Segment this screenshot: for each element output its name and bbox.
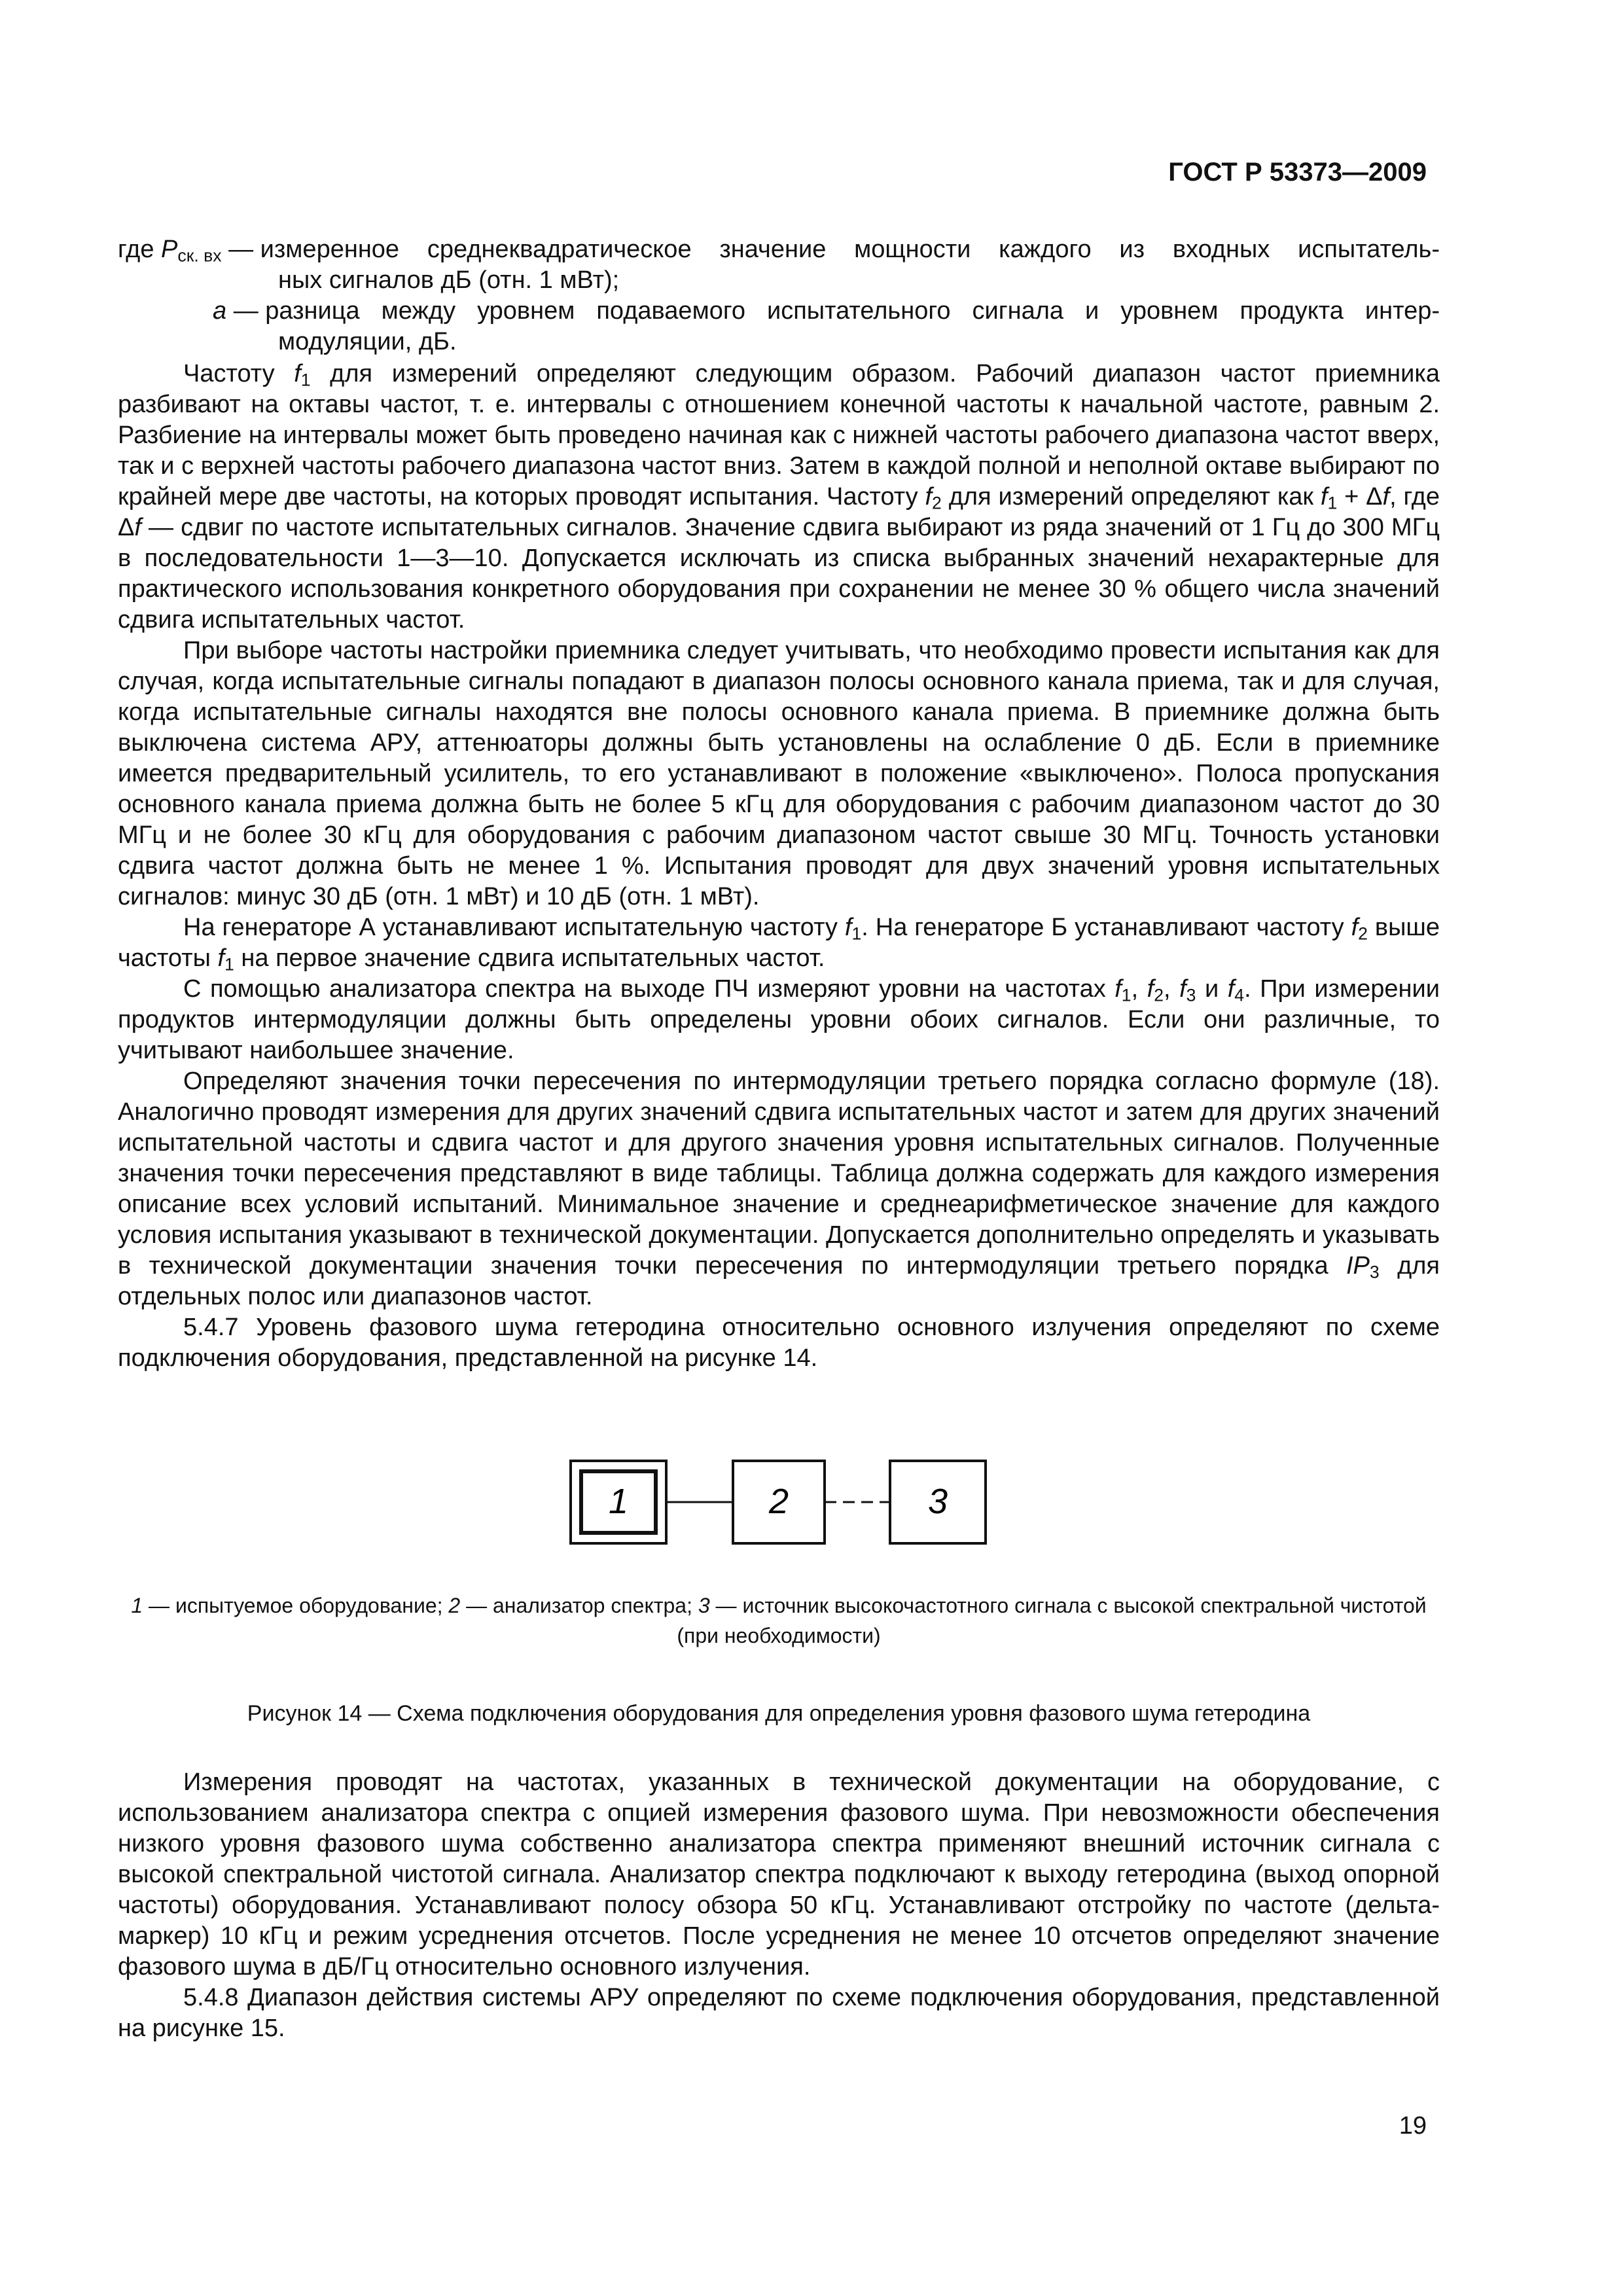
document-code: ГОСТ Р 53373—2009: [1168, 158, 1427, 187]
math-symbol: [1321, 483, 1337, 511]
math-subscript: 1: [1121, 985, 1132, 1005]
math-symbol-base: f: [1320, 483, 1328, 511]
math-subscript: 2: [1154, 985, 1164, 1005]
term-dash: —: [226, 297, 266, 325]
text-run: — испытуемое оборудование;: [143, 1594, 449, 1617]
math-symbol-base: f: [925, 483, 933, 511]
term-dash: —: [221, 236, 260, 263]
math-symbol-base: IP: [1346, 1252, 1370, 1280]
text-run: Измерения проводят на частотах, указанных в технической документации на оборудование, с использованием анализатора спектра с опцией измерения фазового шума. При невозможности обеспечения низкого уровня фазового шума собственно анализатора спектра применяют внешний источник сигнала с высокой спектральной чистотой сигнала. Анализатор спектра подключают к выходу гетеродина (выход опорной частоты) оборудования. Устанавливают полосу обзора 50 кГц. Устанавливают отстройку по частоте (дельта-маркер) 10 кГц и режим усреднения отсчетов. После усреднения не менее 10 отсчетов определяют значение фазового шума в дБ/Гц относительно основного излучения.: [118, 1768, 1440, 1981]
math-symbol: [294, 360, 311, 390]
math-subscript: 3: [1369, 1262, 1380, 1282]
definition-text: измеренное среднеквадратическое значение мощности каждого из входных испытатель-: [260, 236, 1440, 263]
definition-continuation: ных сигналов дБ (отн. 1 мВт);: [278, 266, 620, 294]
paragraph: [118, 1982, 1440, 2044]
definition-term: [213, 296, 265, 327]
math-symbol: [1351, 914, 1368, 944]
definition-item: [118, 296, 1440, 327]
text-run: + Δ: [1337, 483, 1383, 511]
math-symbol: [1383, 483, 1390, 511]
paragraph: [118, 359, 1440, 636]
math-symbol-base: f: [844, 914, 852, 941]
text-run: для отдельных полос или диапазонов частот.: [118, 1252, 1440, 1310]
box-hf-signal-source: [890, 1461, 986, 1543]
paragraph: [118, 1767, 1440, 1982]
math-symbol-base: f: [217, 944, 225, 972]
text-run: ,: [1164, 975, 1180, 1003]
math-subscript: 1: [851, 924, 862, 944]
text-run: При выборе частоты настройки приемника следует учитывать, что необходимо провести испытания как для случая, когда испытательные сигналы попадают в диапазон полосы основного канала приема, так и для случая, когда испытательные сигналы находятся вне полосы основного канала приема. В приемнике должна быть выключена система АРУ, аттенюаторы должны быть установлены на ослабление 0 дБ. Если в приемнике имеется предварительный усилитель, то его устанавливают в положение «выключено». Полоса пропускания основного канала приема должна быть не более 5 кГц для оборудования с рабочим диапазоном частот до 30 МГц и не более 30 кГц для оборудования с рабочим диапазоном частот свыше 30 МГц. Точность установки сдвига частот должна быть не менее 1 %. Испытания проводят для двух значений уровня испытательных сигналов: минус 30 дБ (отн. 1 мВт) и 10 дБ (отн. 1 мВт).: [118, 637, 1440, 910]
math-symbol-base: f: [1227, 975, 1235, 1003]
math-symbol-base: 1: [131, 1594, 143, 1617]
text-run: для измерений определяют следующим образом. Рабочий диапазон частот приемника разбивают на октавы частот, т. е. интервалы с отношением конечной частоты к начальной частоте, равным 2. Разбиение на интервалы может быть проведено начиная как с нижней частоты рабочего диапазона частот вверх, так и с верхней частоты рабочего диапазона частот вниз. Затем в каждой полной и неполной октаве выбирают по крайней мере две частоты, на которых проводят испытания. Частоту: [118, 360, 1440, 511]
text-run: . При измерении продуктов интермодуляции должны быть определены уровни обоих сигналов. Если они различные, то учитывают наибольшее значение.: [118, 975, 1440, 1064]
text-run: ,: [1131, 975, 1147, 1003]
text-run: На генераторе А устанавливают испытательную частоту: [183, 914, 845, 941]
paragraph: [118, 974, 1440, 1066]
text-run: Частоту: [183, 360, 294, 387]
math-symbol: [925, 483, 941, 511]
definition-text: разница между уровнем подаваемого испытательного сигнала и уровнем продукта интер-: [265, 297, 1440, 325]
math-symbol-base: 3: [698, 1594, 710, 1617]
math-symbol: [1115, 975, 1131, 1003]
text-run: С помощью анализатора спектра на выходе ПЧ измеряют уровни на частотах: [183, 975, 1115, 1003]
math-symbol-base: 2: [448, 1594, 461, 1617]
definitions-list: [118, 234, 1440, 357]
math-symbol: [217, 944, 234, 975]
definition-continuation: модуляции, дБ.: [278, 328, 457, 355]
math-symbol-base: f: [1382, 483, 1390, 511]
term-prefix: где: [118, 236, 162, 263]
math-subscript: 1: [224, 954, 234, 975]
math-symbol-base: f: [1351, 914, 1359, 941]
math-symbol-base: f: [1147, 975, 1154, 1003]
text-run: — источник высокочастотного сигнала с высокой спектральной чистотой (при необходимости): [677, 1594, 1427, 1647]
text-run: выше частоты: [118, 914, 1440, 972]
math-subscript: 1: [1327, 493, 1338, 513]
math-symbol: [1179, 975, 1196, 1003]
text-run: Определяют значения точки пересечения по интермодуляции третьего порядка согласно формуле (18). Аналогично проводят измерения для других значений сдвига испытательных частот и затем для других значений испытательной частоты и сдвига частот и для другого значения уровня испытательных сигналов. Полученные значения точки пересечения представляют в виде таблицы. Таблица должна содержать для каждого измерения описание всех условий испытаний. Минимальное значение и среднеарифметическое значение для каждого условия испытания указывают в технической документации. Допускается дополнительно определять и указывать в технической документации значения точки пересечения по интермодуляции третьего порядка: [118, 1067, 1440, 1280]
text-run: для измерений определяют как: [941, 483, 1321, 511]
figure-14-diagram: [569, 1460, 988, 1545]
math-symbol-base: f: [1115, 975, 1122, 1003]
text-run: и: [1196, 975, 1228, 1003]
paragraph: [118, 636, 1440, 912]
math-symbol: [698, 1594, 710, 1617]
math-symbol: [1346, 1252, 1380, 1280]
paragraph: [118, 1066, 1440, 1312]
definition-item: [118, 234, 1440, 265]
math-subscript: 2: [1358, 924, 1368, 944]
text-run: 5.4.7 Уровень фазового шума гетеродина относительно основного излучения определяют по схеме подключения оборудования, представленной на рисунке 14.: [118, 1314, 1440, 1372]
text-run: 5.4.8 Диапазон действия системы АРУ определяют по схеме подключения оборудования, представленной на рисунке 15.: [118, 1984, 1440, 2042]
term-symbol: P: [161, 236, 178, 263]
definition-term: [118, 234, 260, 265]
page-number: 19: [1399, 2112, 1427, 2140]
text-run: — анализатор спектра;: [460, 1594, 698, 1617]
paragraph: [118, 1312, 1440, 1374]
paragraph: [118, 912, 1440, 974]
term-subscript: ск. вх: [177, 245, 222, 266]
math-subscript: 4: [1234, 985, 1245, 1005]
box-spectrum-analyzer: [733, 1461, 825, 1543]
box-label-1: 1: [608, 1482, 629, 1521]
math-subscript: 2: [932, 493, 942, 513]
math-symbol-base: f: [294, 360, 301, 387]
text-run: на первое значение сдвига испытательных частот.: [234, 944, 825, 972]
body-text: [118, 359, 1440, 1374]
box-label-3: 3: [927, 1482, 948, 1521]
math-symbol: [1228, 975, 1244, 1003]
math-subscript: 3: [1186, 985, 1196, 1005]
math-symbol: [448, 1594, 460, 1617]
math-symbol-base: f: [134, 514, 141, 541]
math-symbol: [134, 514, 141, 541]
term-symbol: a: [213, 297, 227, 325]
text-run: — сдвиг по частоте испытательных сигналов. Значение сдвига выбирают из ряда значений от 1 Гц до 300 МГц в последовательности 1—3—10. Допускается исключать из списка выбранных значений нехарактерные для практического использования конкретного оборудования при сохранении не менее 30 % общего числа значений сдвига испытательных частот.: [118, 514, 1440, 634]
math-symbol: [844, 914, 862, 944]
math-symbol: [1147, 975, 1164, 1003]
box-label-2: 2: [768, 1482, 789, 1521]
math-symbol-base: f: [1179, 975, 1186, 1003]
figure-title: Рисунок 14 — Схема подключения оборудования для определения уровня фазового шума гетеродина: [247, 1701, 1311, 1726]
body-text-after-figure: [118, 1767, 1440, 2044]
text-run: , где Δ: [118, 483, 1440, 541]
figure-legend: [118, 1590, 1440, 1651]
text-run: . На генераторе Б устанавливают частоту: [861, 914, 1351, 941]
math-subscript: 1: [300, 370, 311, 390]
box-equipment-under-test: [571, 1461, 666, 1543]
math-symbol: [131, 1594, 143, 1617]
